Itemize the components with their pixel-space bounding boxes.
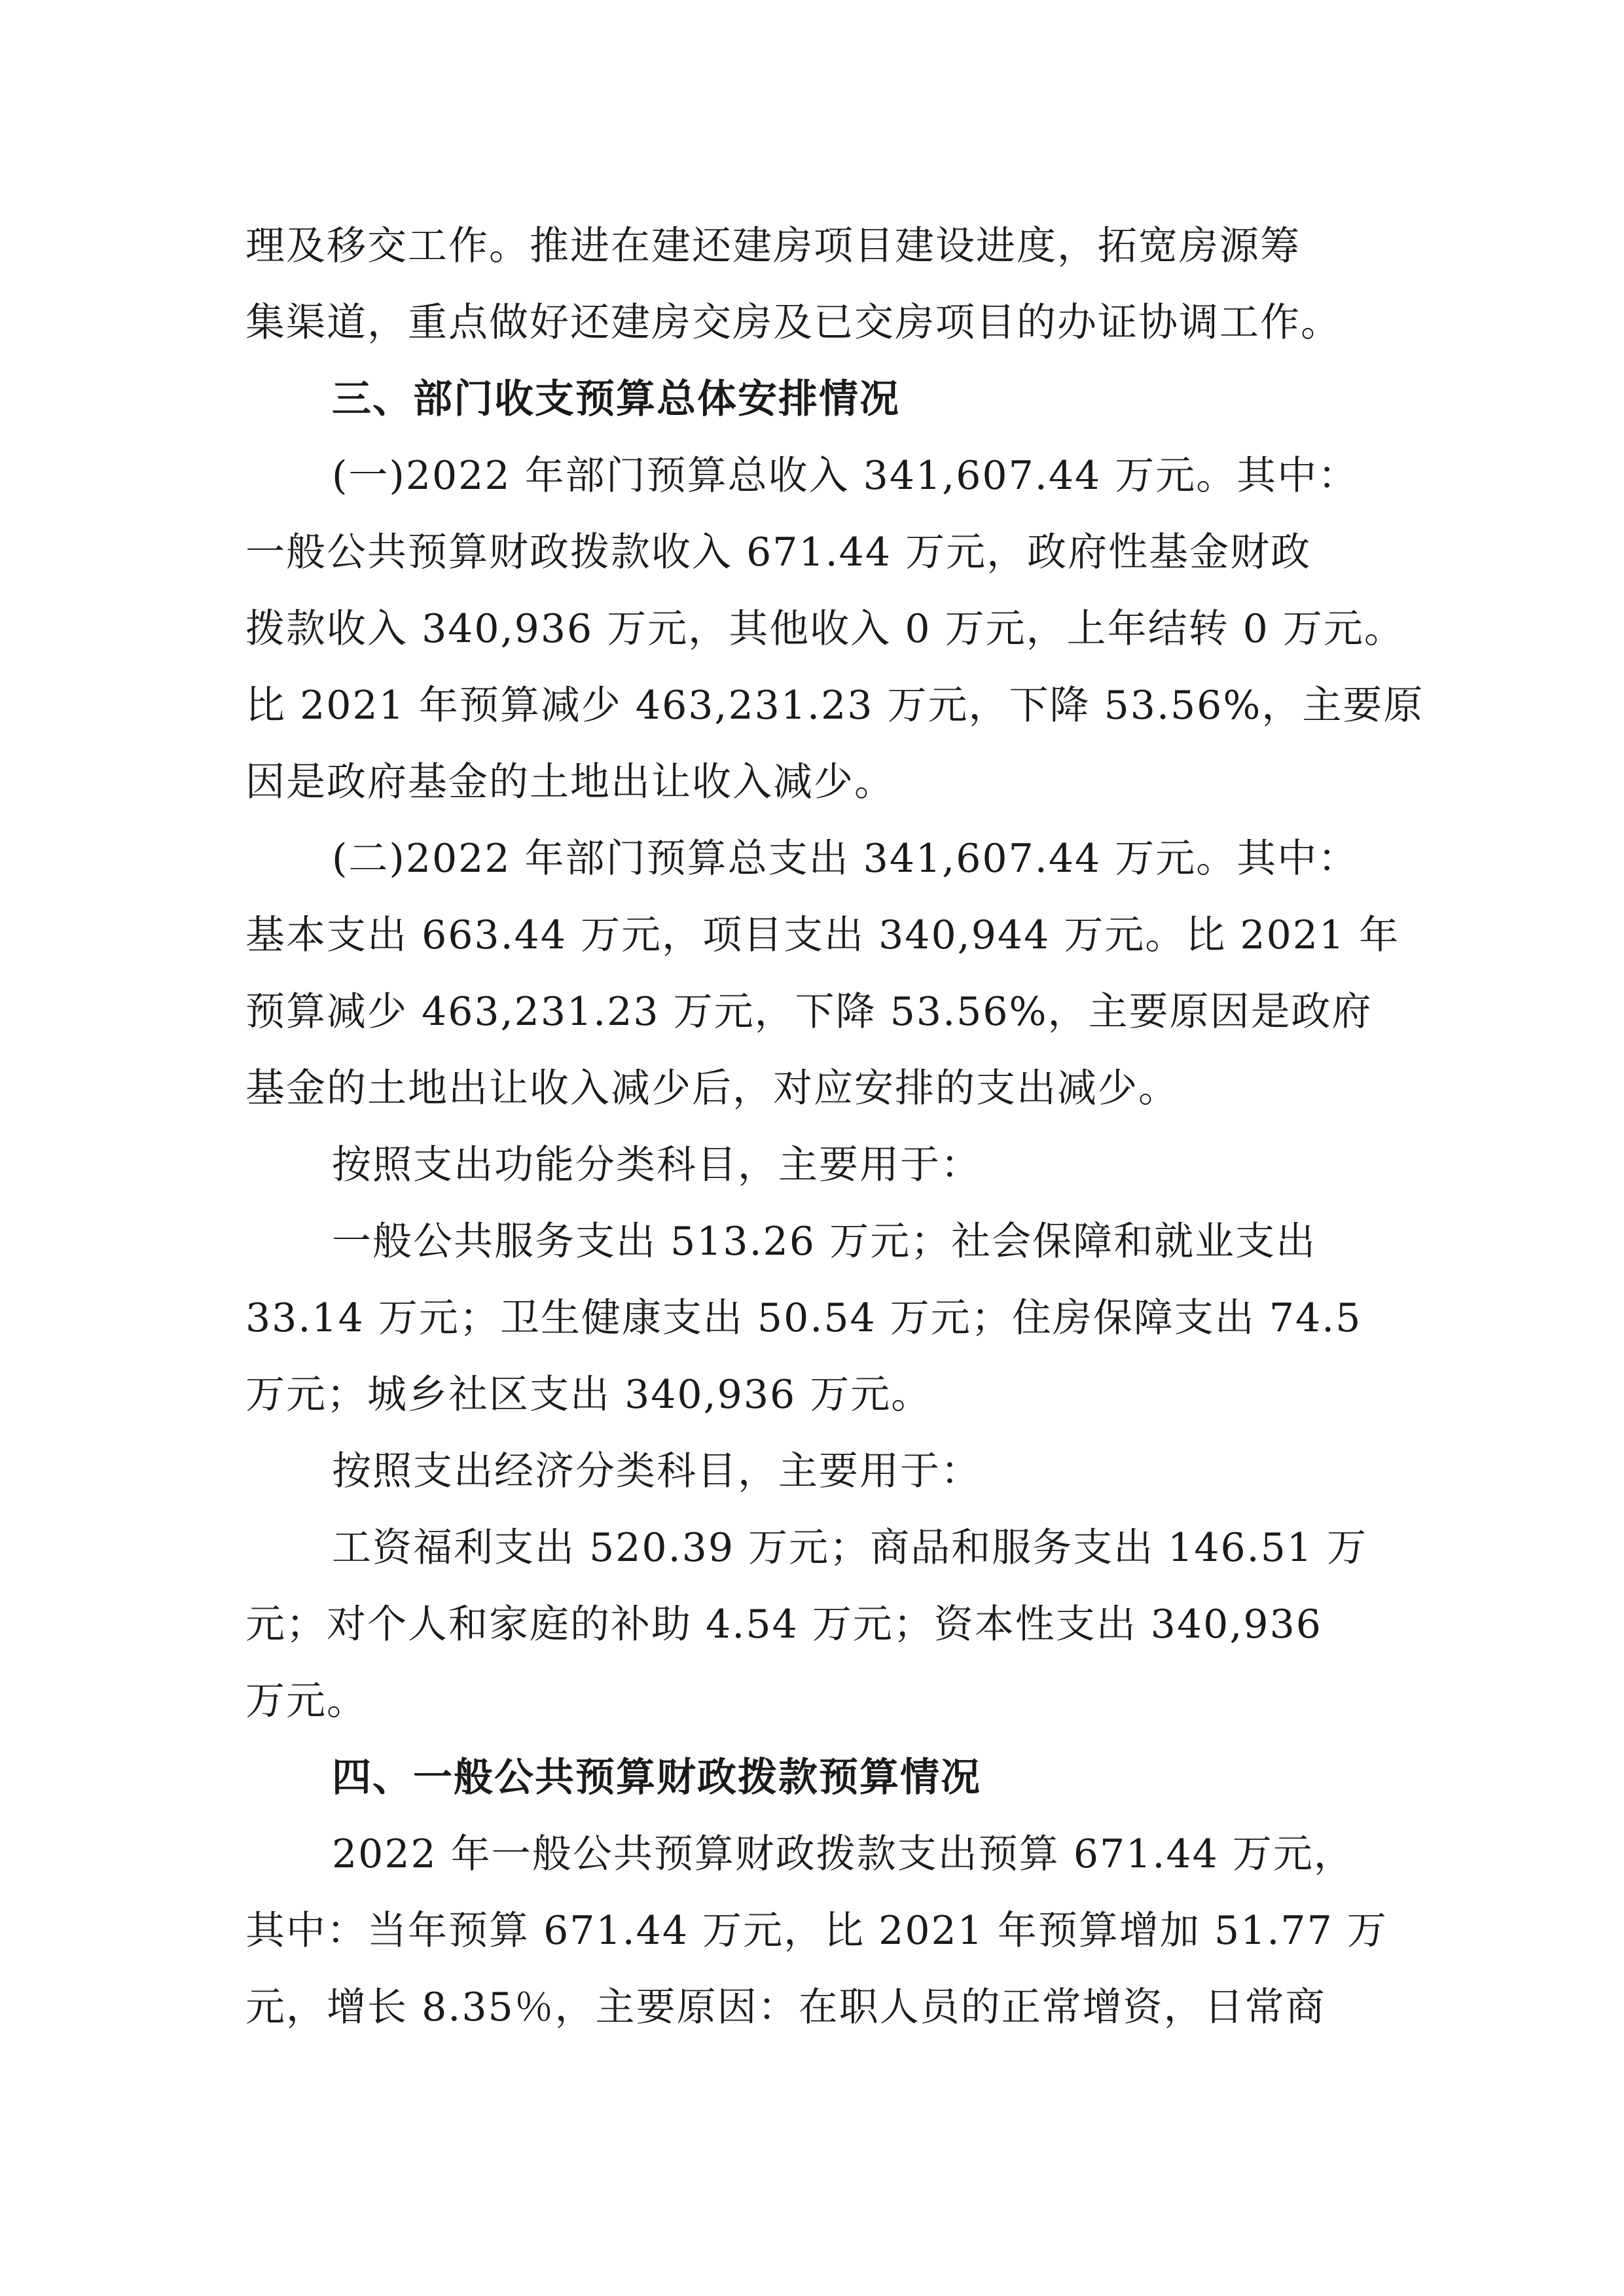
text-line: 工资福利支出 520.39 万元；商品和服务支出 146.51 万 [332, 1525, 1368, 1571]
text-line: (一)2022 年部门预算总收入 341,607.44 万元。其中： [332, 453, 1359, 499]
text-line: 万元。 [245, 1678, 367, 1724]
section-heading-4: 四、一般公共预算财政拨款预算情况 [332, 1755, 981, 1801]
text-line: 比 2021 年预算减少 463,231.23 万元，下降 53.56%，主要原 [245, 683, 1424, 728]
text-line: 拨款收入 340,936 万元，其他收入 0 万元，上年结转 0 万元。 [245, 606, 1405, 652]
text-line: 按照支出经济分类科目，主要用于： [332, 1448, 981, 1494]
text-line: 因是政府基金的土地出让收入减少。 [245, 759, 895, 805]
text-line: 按照支出功能分类科目，主要用于： [332, 1142, 981, 1188]
text-line: 基金的土地出让收入减少后，对应安排的支出减少。 [245, 1066, 1179, 1111]
text-line: 理及移交工作。推进在建还建房项目建设进度，拓宽房源筹 [245, 223, 1301, 269]
text-line: 一般公共服务支出 513.26 万元；社会保障和就业支出 [332, 1219, 1317, 1265]
text-line: 预算减少 463,231.23 万元，下降 53.56%，主要原因是政府 [245, 989, 1373, 1035]
text-line: 元；对个人和家庭的补助 4.54 万元；资本性支出 340,936 [245, 1602, 1322, 1647]
text-line: 33.14 万元；卫生健康支出 50.54 万元；住房保障支出 74.5 [245, 1295, 1362, 1341]
text-line: 其中：当年预算 671.44 万元，比 2021 年预算增加 51.77 万 [245, 1908, 1388, 1954]
section-heading-3: 三、部门收支预算总体安排情况 [332, 376, 900, 422]
text-line: 集渠道，重点做好还建房交房及已交房项目的办证协调工作。 [245, 300, 1341, 346]
document-body [245, 208, 1424, 2046]
text-line: (二)2022 年部门预算总支出 341,607.44 万元。其中： [332, 836, 1359, 882]
text-line: 一般公共预算财政拨款收入 671.44 万元，政府性基金财政 [245, 529, 1312, 575]
text-line: 万元；城乡社区支出 340,936 万元。 [245, 1372, 932, 1418]
text-line: 2022 年一般公共预算财政拨款支出预算 671.44 万元， [332, 1831, 1354, 1877]
text-line: 元，增长 8.35％，主要原因：在职人员的正常增资，日常商 [245, 1984, 1326, 2030]
text-line: 基本支出 663.44 万元，项目支出 340,944 万元。比 2021 年 [245, 912, 1400, 958]
